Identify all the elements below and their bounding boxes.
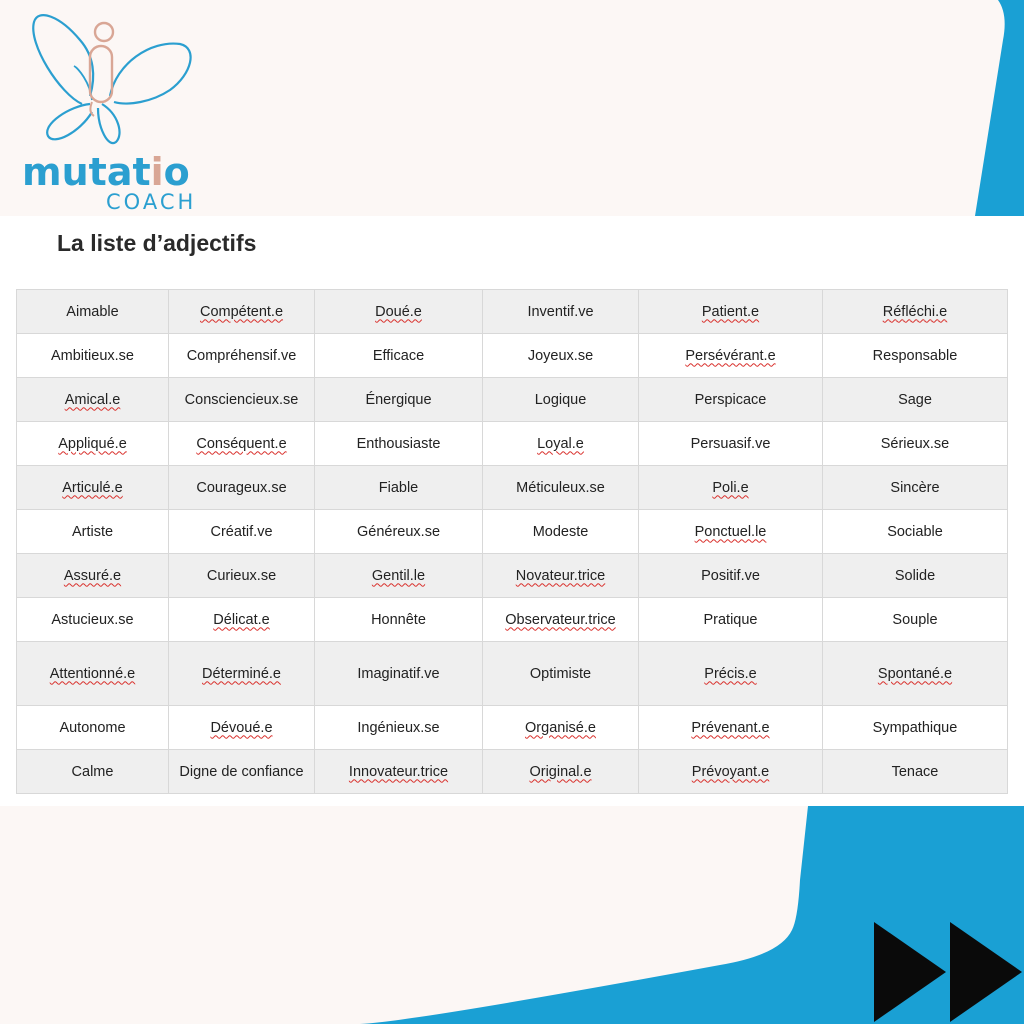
adjective-text: Joyeux.se: [527, 347, 594, 364]
table-row: [17, 750, 1008, 794]
brand-subtitle: COACH: [106, 190, 197, 214]
table-cell: [483, 706, 639, 750]
table-cell: [169, 750, 315, 794]
adjective-text: Prévenant.e: [691, 719, 770, 736]
adjectives-table: [16, 289, 1008, 794]
table-cell: [169, 642, 315, 706]
adjective-text: Gentil.le: [371, 567, 426, 584]
adjective-text: Sincère: [890, 479, 940, 496]
table-cell: [823, 706, 1008, 750]
table-row: [17, 466, 1008, 510]
adjective-text: Autonome: [59, 719, 126, 736]
adjective-text: Innovateur.trice: [348, 763, 449, 780]
adjective-text: Sérieux.se: [880, 435, 950, 452]
adjective-text: Inventif.ve: [527, 303, 594, 320]
adjective-text: Prévoyant.e: [691, 763, 770, 780]
adjective-text: Organisé.e: [525, 719, 596, 736]
adjective-text: Persévérant.e: [685, 347, 776, 364]
table-cell: [169, 334, 315, 378]
table-cell: [315, 750, 483, 794]
table-cell: [169, 598, 315, 642]
table-cell: [315, 290, 483, 334]
table-cell: [639, 422, 823, 466]
table-cell: [315, 706, 483, 750]
table-cell: [483, 554, 639, 598]
table-cell: [483, 334, 639, 378]
table-row: [17, 334, 1008, 378]
table-cell: [823, 422, 1008, 466]
adjective-text: Ingénieux.se: [357, 719, 440, 736]
table-cell: [169, 466, 315, 510]
table-cell: [823, 378, 1008, 422]
table-cell: [639, 554, 823, 598]
adjective-text: Artiste: [71, 523, 114, 540]
adjective-text: Curieux.se: [206, 567, 277, 584]
butterfly-icon: [20, 4, 200, 154]
adjective-text: Responsable: [872, 347, 958, 364]
adjective-text: Articulé.e: [62, 479, 123, 496]
table-cell: [17, 510, 169, 554]
adjective-text: Poli.e: [712, 479, 749, 496]
adjective-text: Sympathique: [872, 719, 958, 736]
table-cell: [17, 378, 169, 422]
adjective-text: Tenace: [891, 763, 939, 780]
table-row: [17, 706, 1008, 750]
table-cell: [823, 466, 1008, 510]
adjective-text: Patient.e: [701, 303, 760, 320]
table-row: [17, 378, 1008, 422]
adjective-text: Novateur.trice: [515, 567, 606, 584]
adjective-text: Sociable: [887, 523, 943, 540]
adjective-text: Conséquent.e: [196, 435, 287, 452]
table-cell: [483, 750, 639, 794]
adjective-text: Aimable: [66, 303, 119, 320]
adjective-text: Perspicace: [694, 391, 767, 408]
table-cell: [315, 598, 483, 642]
adjective-text: Observateur.trice: [505, 611, 616, 628]
adjective-text: Imaginatif.ve: [357, 665, 440, 682]
adjective-text: Délicat.e: [213, 611, 270, 628]
table-cell: [315, 422, 483, 466]
adjective-text: Sage: [898, 391, 932, 408]
table-cell: [169, 706, 315, 750]
table-cell: [639, 598, 823, 642]
table-row: [17, 422, 1008, 466]
table-cell: [17, 598, 169, 642]
adjective-text: Ambitieux.se: [50, 347, 134, 364]
adjective-text: Efficace: [372, 347, 425, 364]
table-cell: [17, 422, 169, 466]
adjective-text: Compétent.e: [199, 303, 284, 320]
table-cell: [17, 706, 169, 750]
table-cell: [169, 422, 315, 466]
table-cell: [169, 510, 315, 554]
adjective-text: Spontané.e: [877, 665, 953, 682]
adjective-text: Méticuleux.se: [516, 479, 605, 496]
page-title: La liste d’adjectifs: [57, 230, 257, 256]
adjective-text: Assuré.e: [63, 567, 122, 584]
table-cell: [483, 378, 639, 422]
table-cell: [17, 334, 169, 378]
adjective-text: Loyal.e: [537, 435, 584, 452]
table-row: [17, 642, 1008, 706]
mutatio-coach-logo: [20, 4, 200, 214]
adjective-text: Pratique: [703, 611, 758, 628]
table-cell: [315, 466, 483, 510]
table-cell: [169, 378, 315, 422]
adjective-text: Compréhensif.ve: [186, 347, 297, 364]
table-row: [17, 290, 1008, 334]
adjective-text: Original.e: [529, 763, 592, 780]
brand-name: mutatio: [22, 150, 190, 194]
bottom-blue-shape: [0, 800, 1024, 1024]
table-cell: [483, 510, 639, 554]
adjective-text: Déterminé.e: [202, 665, 281, 682]
table-cell: [17, 750, 169, 794]
adjective-text: Astucieux.se: [51, 611, 134, 628]
adjective-text: Digne de confiance: [179, 763, 304, 780]
adjective-text: Doué.e: [375, 303, 422, 320]
fast-forward-icon[interactable]: [872, 920, 1024, 1024]
adjective-text: Positif.ve: [701, 567, 760, 584]
table-cell: [639, 290, 823, 334]
table-cell: [483, 290, 639, 334]
adjective-text: Créatif.ve: [210, 523, 273, 540]
table-row: [17, 554, 1008, 598]
adjective-text: Souple: [892, 611, 938, 628]
table-cell: [315, 554, 483, 598]
table-cell: [639, 334, 823, 378]
table-cell: [639, 466, 823, 510]
adjective-text: Dévoué.e: [210, 719, 273, 736]
table-cell: [823, 750, 1008, 794]
table-cell: [17, 554, 169, 598]
table-cell: [17, 466, 169, 510]
adjective-text: Courageux.se: [196, 479, 287, 496]
adjective-text: Fiable: [378, 479, 419, 496]
table-cell: [315, 642, 483, 706]
adjective-text: Honnête: [371, 611, 426, 628]
table-cell: [823, 290, 1008, 334]
table-cell: [483, 642, 639, 706]
adjective-text: Persuasif.ve: [690, 435, 771, 452]
adjectives-table-body: [17, 290, 1008, 794]
table-cell: [169, 554, 315, 598]
adjective-text: Enthousiaste: [356, 435, 441, 452]
table-cell: [823, 334, 1008, 378]
adjective-text: Ponctuel.le: [694, 523, 767, 540]
adjective-text: Solide: [894, 567, 936, 584]
adjective-text: Amical.e: [64, 391, 121, 408]
table-cell: [17, 290, 169, 334]
adjective-text: Modeste: [532, 523, 589, 540]
table-cell: [169, 290, 315, 334]
table-cell: [639, 706, 823, 750]
table-cell: [483, 422, 639, 466]
adjective-text: Logique: [534, 391, 587, 408]
table-cell: [315, 378, 483, 422]
adjective-text: Consciencieux.se: [184, 391, 299, 408]
adjective-text: Appliqué.e: [58, 435, 127, 452]
adjective-text: Énergique: [365, 391, 432, 408]
table-cell: [639, 750, 823, 794]
table-cell: [315, 510, 483, 554]
adjective-text: Réfléchi.e: [882, 303, 948, 320]
adjective-text: Attentionné.e: [49, 665, 136, 682]
table-cell: [823, 554, 1008, 598]
adjective-text: Optimiste: [529, 665, 592, 682]
table-row: [17, 510, 1008, 554]
table-cell: [823, 510, 1008, 554]
table-cell: [483, 466, 639, 510]
adjective-text: Calme: [71, 763, 114, 780]
adjective-text: Généreux.se: [356, 523, 441, 540]
table-cell: [17, 642, 169, 706]
table-cell: [483, 598, 639, 642]
adjective-text: Précis.e: [704, 665, 757, 682]
table-cell: [639, 510, 823, 554]
table-cell: [639, 642, 823, 706]
table-cell: [315, 334, 483, 378]
table-row: [17, 598, 1008, 642]
table-cell: [639, 378, 823, 422]
table-cell: [823, 642, 1008, 706]
table-cell: [823, 598, 1008, 642]
